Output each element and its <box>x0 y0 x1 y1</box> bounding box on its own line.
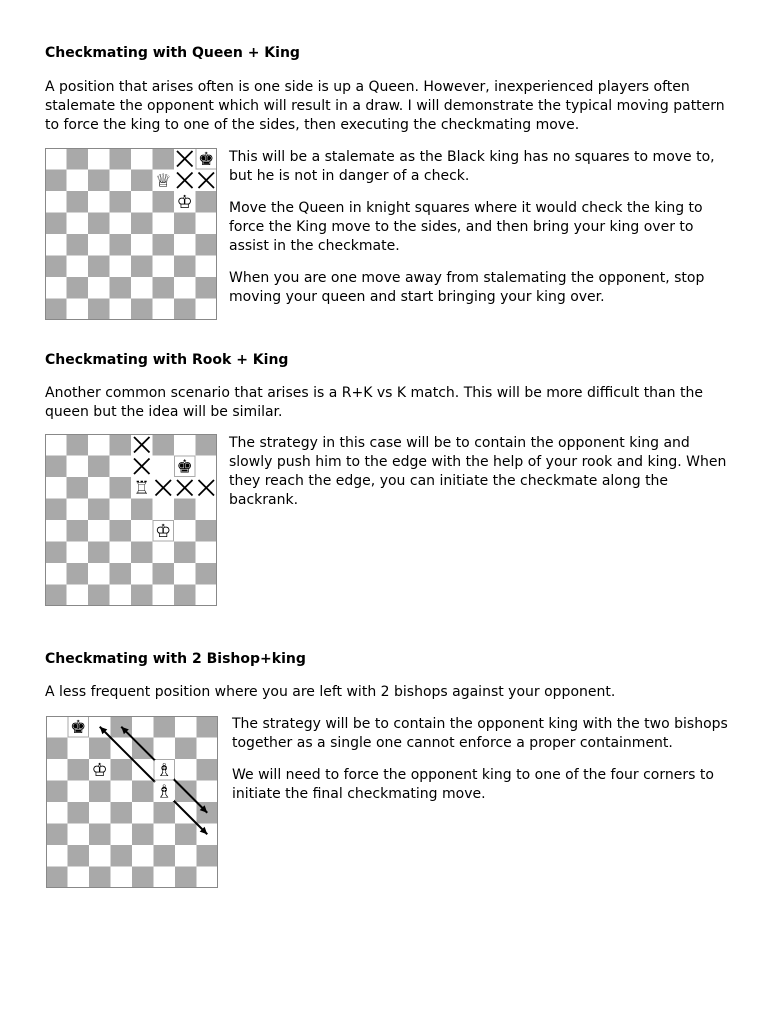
dark-square <box>88 499 110 521</box>
dark-square <box>110 234 132 256</box>
dark-square <box>174 299 196 321</box>
dark-square <box>153 434 175 456</box>
white-rook-icon: ♖ <box>133 477 150 499</box>
cross-mark <box>174 477 196 499</box>
dark-square <box>175 867 197 889</box>
dark-square <box>110 191 132 213</box>
dark-square <box>45 542 67 564</box>
cross-mark <box>174 148 196 170</box>
dark-square <box>67 148 89 170</box>
dark-square <box>67 520 89 542</box>
dark-square <box>153 191 175 213</box>
dark-square <box>111 845 133 867</box>
black-king-icon: ♚ <box>198 148 215 170</box>
dark-square <box>89 781 111 803</box>
dark-square <box>175 738 197 760</box>
dark-square <box>110 277 132 299</box>
dark-square <box>197 845 219 867</box>
dark-square <box>45 585 67 607</box>
dark-square <box>196 434 218 456</box>
dark-square <box>89 824 111 846</box>
chess-board-rook-king <box>45 434 217 606</box>
dark-square <box>110 520 132 542</box>
white-king-icon: ♔ <box>155 520 172 542</box>
dark-square <box>196 563 218 585</box>
board-svg <box>46 716 218 888</box>
board-svg <box>45 434 217 606</box>
dark-square <box>131 499 153 521</box>
dark-square <box>46 781 68 803</box>
dark-square <box>154 802 176 824</box>
dark-square <box>174 499 196 521</box>
dark-square <box>68 802 90 824</box>
dark-square <box>67 234 89 256</box>
section-heading-rook-king: Checkmating with Rook + King <box>45 352 289 368</box>
dark-square <box>89 738 111 760</box>
dark-square <box>153 148 175 170</box>
dark-square <box>131 585 153 607</box>
dark-square <box>88 170 110 192</box>
cross-mark <box>153 477 175 499</box>
dark-square <box>45 170 67 192</box>
white-king-icon: ♔ <box>91 759 108 781</box>
dark-square <box>153 234 175 256</box>
dark-square <box>110 434 132 456</box>
dark-square <box>197 716 219 738</box>
chess-board-bishops-king <box>46 716 218 888</box>
dark-square <box>174 585 196 607</box>
dark-square <box>175 824 197 846</box>
dark-square <box>45 256 67 278</box>
paragraph-rook-strategy: The strategy in this case will be to contain the opponent king and slowly push him to the edge with the help of your rook and king. When they reach the edge, you can initiate the checkmate along the backrank. <box>229 435 727 508</box>
dark-square <box>67 277 89 299</box>
dark-square <box>89 867 111 889</box>
dark-square <box>67 477 89 499</box>
black-king-icon: ♚ <box>176 456 193 478</box>
dark-square <box>88 213 110 235</box>
dark-square <box>68 845 90 867</box>
dark-square <box>88 585 110 607</box>
paragraph-stalemate: This will be a stalemate as the Black king has no squares to move to, but he is not in danger of a check. <box>229 149 715 184</box>
cross-mark <box>131 456 153 478</box>
dark-square <box>45 299 67 321</box>
paragraph-one-move-away: When you are one move away from stalemating the opponent, stop moving your queen and start bringing your king over. <box>229 270 705 305</box>
section-intro-rook-king: Another common scenario that arises is a R+K vs K match. This will be more difficult than the queen but the idea will be similar. <box>45 385 703 420</box>
dark-square <box>67 563 89 585</box>
dark-square <box>45 499 67 521</box>
dark-square <box>110 563 132 585</box>
dark-square <box>131 213 153 235</box>
dark-square <box>131 299 153 321</box>
dark-square <box>196 520 218 542</box>
dark-square <box>67 191 89 213</box>
dark-square <box>111 802 133 824</box>
paragraph-force-corner: We will need to force the opponent king to one of the four corners to initiate the final checkmating move. <box>232 767 714 802</box>
dark-square <box>45 213 67 235</box>
dark-square <box>110 148 132 170</box>
dark-square <box>196 234 218 256</box>
section-heading-bishops-king: Checkmating with 2 Bishop+king <box>45 651 306 667</box>
white-bishop-icon: ♗ <box>156 781 173 803</box>
dark-square <box>131 542 153 564</box>
dark-square <box>46 867 68 889</box>
cross-mark <box>196 170 218 192</box>
dark-square <box>45 456 67 478</box>
dark-square <box>88 542 110 564</box>
dark-square <box>153 277 175 299</box>
dark-square <box>197 759 219 781</box>
dark-square <box>174 542 196 564</box>
dark-square <box>154 845 176 867</box>
dark-square <box>88 456 110 478</box>
board-svg <box>45 148 217 320</box>
cross-mark <box>131 434 153 456</box>
section-heading-queen-king: Checkmating with Queen + King <box>45 45 300 61</box>
white-queen-icon: ♕ <box>155 170 172 192</box>
section-intro-queen-king: A position that arises often is one side is up a Queen. However, inexperienced players often stalemate the opponent which will result in a draw. I will demonstrate the typical moving pattern to force the king to one of the sides, then executing the checkmating move. <box>45 79 725 133</box>
dark-square <box>131 170 153 192</box>
dark-square <box>196 277 218 299</box>
white-bishop-icon: ♗ <box>156 759 173 781</box>
chess-board-queen-king <box>45 148 217 320</box>
dark-square <box>132 824 154 846</box>
dark-square <box>132 867 154 889</box>
dark-square <box>174 213 196 235</box>
paragraph-bishop-strategy: The strategy will be to contain the opponent king with the two bishops together as a single one cannot enforce a proper containment. <box>232 716 728 751</box>
dark-square <box>46 824 68 846</box>
dark-square <box>68 759 90 781</box>
paragraph-knight-squares: Move the Queen in knight squares where it would check the king to force the King move to the sides, and then bring your king over to assist in the checkmate. <box>229 200 703 254</box>
dark-square <box>131 256 153 278</box>
dark-square <box>88 256 110 278</box>
dark-square <box>110 477 132 499</box>
dark-square <box>67 434 89 456</box>
section-intro-bishops-king: A less frequent position where you are left with 2 bishops against your opponent. <box>45 684 616 700</box>
dark-square <box>154 716 176 738</box>
dark-square <box>88 299 110 321</box>
cross-mark <box>174 170 196 192</box>
cross-mark <box>196 477 218 499</box>
dark-square <box>132 781 154 803</box>
dark-square <box>111 759 133 781</box>
dark-square <box>196 191 218 213</box>
dark-square <box>174 256 196 278</box>
white-king-icon: ♔ <box>176 191 193 213</box>
dark-square <box>153 563 175 585</box>
black-king-icon: ♚ <box>70 716 87 738</box>
dark-square <box>46 738 68 760</box>
